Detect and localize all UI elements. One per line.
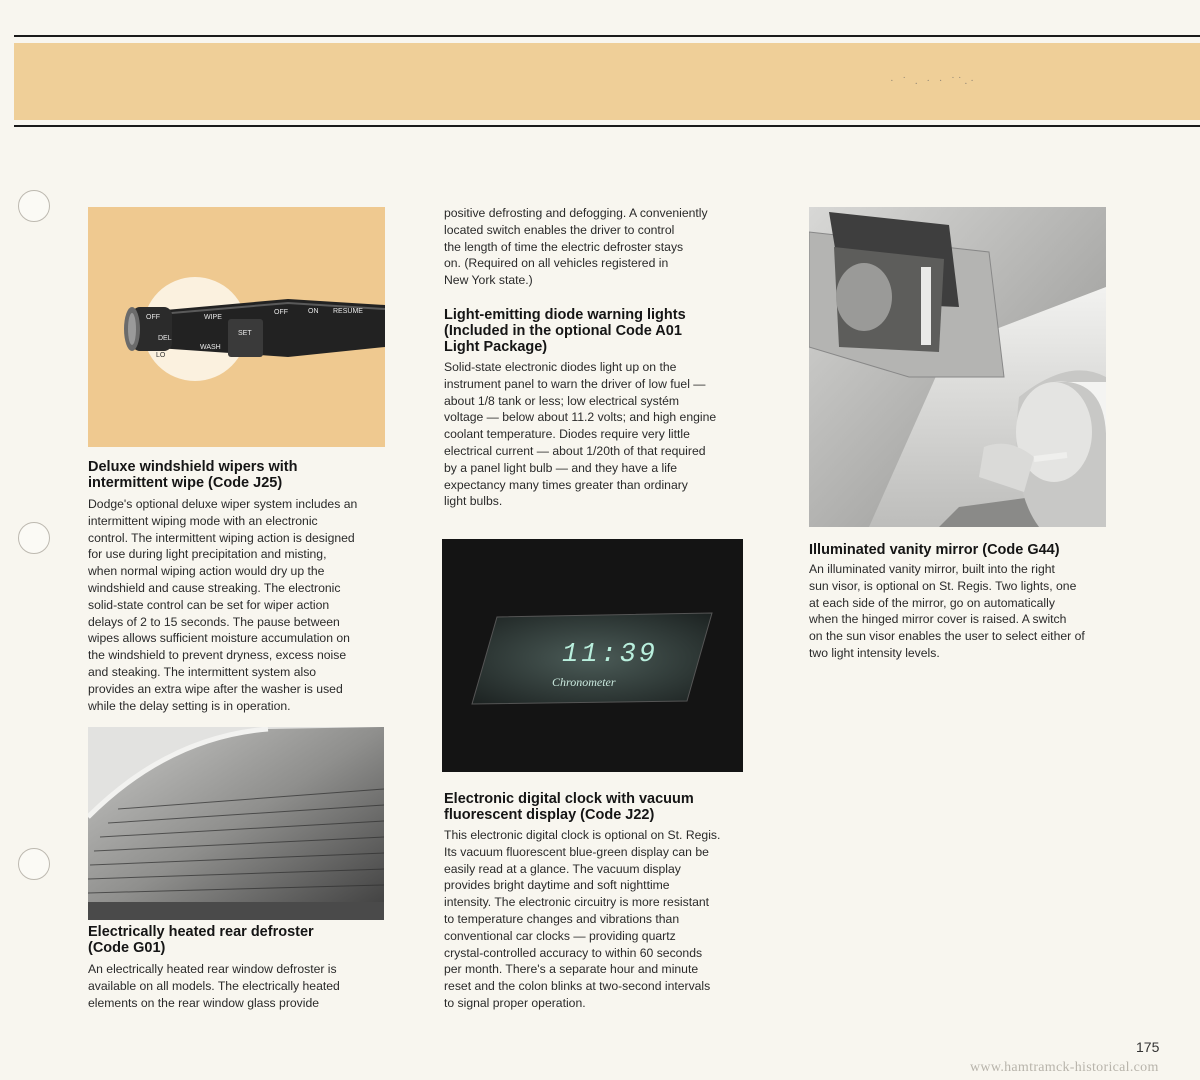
page-number: 175 xyxy=(1136,1039,1160,1055)
clock-body: This electronic digital clock is optional on St. Regis. Its vacuum fluorescent blue-green display can be easily read at a glance. The vacuum display provides bright daytime and soft nighttime intensity. The electronic circuitry is more resistant to temperature changes and vibrations than conventional car clocks — providing quartz crystal-controlled accuracy to within 60 seconds per month. There's a separate hour and minute reset and the colon blinks at two-second intervals to signal proper operation. xyxy=(444,828,721,1010)
wipers-heading: Deluxe windshield wipers with intermittent wipe (Code J25) xyxy=(88,459,298,491)
led-body: Solid-state electronic diodes light up on the instrument panel to warn the driver of low fuel — about 1/8 tank or less; low electrical systém voltage — below about 11.2 volts; and high engine coolant temperature. Diodes require very little electrical current — about 1/20th of that required by a panel light bulb — and they have a life expectancy many times greater than ordinary light bulbs. xyxy=(444,360,717,509)
wipers-body: Dodge's optional deluxe wiper system includes an intermittent wiping mode with an electronic control. The intermittent wiping action is designed for use during light precipitation and misting, when normal wiping action would dry up the windshield and cause streaking. The electronic solid-state control can be set for wiper action delays of 2 to 15 seconds. The pause between wipes allows sufficient moisture accumulation on the windshield to prevent dryness, excess noise and steaking. The intermittent system also provides an extra wipe after the washer is used while the delay setting is in operation. xyxy=(88,497,358,713)
led-heading: Light-emitting diode warning lights (Included in the optional Code A01 Light Package) xyxy=(444,307,686,355)
vanity-mirror-photo xyxy=(809,207,1106,527)
stalk-label-del: DEL xyxy=(158,335,172,342)
clock-time-display: 11:39 xyxy=(562,640,659,670)
site-watermark: www.hamtramck-historical.com xyxy=(970,1060,1159,1075)
mirror-heading: Illuminated vanity mirror (Code G44) xyxy=(809,542,1060,558)
defroster-heading: Electrically heated rear defroster (Code G01) xyxy=(88,924,314,956)
stalk-label-wash: WASH xyxy=(200,344,221,351)
top-rule xyxy=(14,35,1200,37)
clock-heading: Electronic digital clock with vacuum fluorescent display (Code J22) xyxy=(444,791,694,823)
header-band xyxy=(14,43,1200,120)
clock-brand-label: Chronometer xyxy=(552,675,616,689)
digital-clock-illustration xyxy=(442,539,743,772)
vanity-mirror-illustration xyxy=(809,207,1106,527)
stalk-label-set: SET xyxy=(238,330,252,337)
binder-hole-middle xyxy=(18,522,50,554)
bottom-rule xyxy=(14,125,1200,127)
defroster-body: An electrically heated rear window defroster is available on all models. The electrically heated elements on the rear window glass provide xyxy=(88,962,340,1010)
stalk-label-on: ON xyxy=(308,308,319,315)
rear-window-photo xyxy=(88,727,384,920)
stalk-label-off: OFF xyxy=(146,314,160,321)
digital-clock-photo xyxy=(442,539,743,772)
header-band-specks: · ˙ . · · ˙˙.· xyxy=(890,75,977,87)
binder-hole-bottom xyxy=(18,848,50,880)
stalk-label-resume: RESUME xyxy=(333,308,363,315)
rear-window-illustration xyxy=(88,727,384,920)
wiper-stalk-photo xyxy=(88,207,385,447)
mirror-body: An illuminated vanity mirror, built into the right sun visor, is optional on St. Regis. Two lights, one at each side of the mirror, go on automatically when the hinged mirror cover is raised. A switch on the sun visor enables the user to select either of two light intensity levels. xyxy=(809,562,1085,660)
stalk-label-wipe: WIPE xyxy=(204,314,222,321)
defroster-continued-body: positive defrosting and defogging. A conveniently located switch enables the driver to control the length of time the electric defroster stays on. (Required on all vehicles registered in New York state.) xyxy=(444,206,708,288)
stalk-label-off-2: OFF xyxy=(274,309,288,316)
stalk-label-lo: LO xyxy=(156,352,166,359)
wiper-stalk-illustration xyxy=(88,207,385,447)
binder-hole-top xyxy=(18,190,50,222)
